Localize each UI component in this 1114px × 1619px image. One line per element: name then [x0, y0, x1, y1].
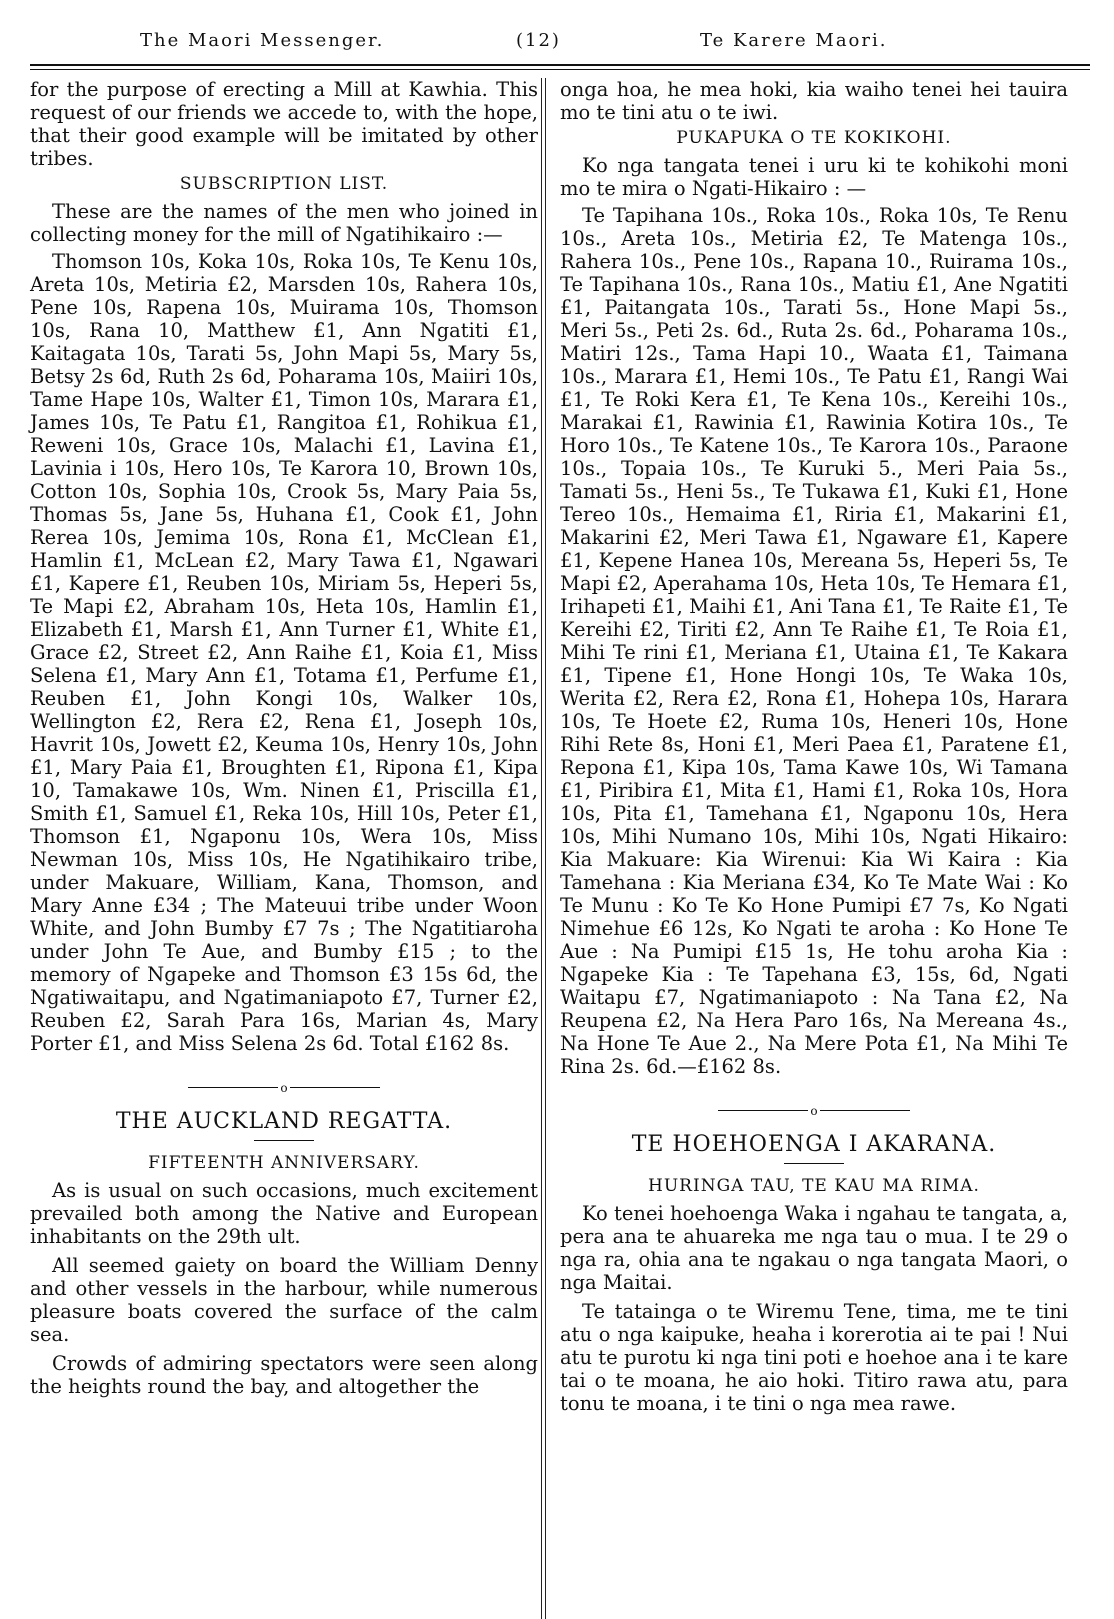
header-rule-bottom — [30, 69, 1090, 70]
kokikohi-list-body: Te Tapihana 10s., Roka 10s., Roka 10s, Te Renu 10s., Areta 10s., Metiria £2, Te Matenga 10s., Rahera 10s., Pene 10s., Rapana 10., Ruirama 10s., Te Tapihana 10s., Rana 10s., Matiu £1, Ane Ngatiti £1, Paitangata 10s., Tarati 5s., Hone Mapi 5s., Meri 5s., Peti 2s. 6d., Ruta 2s. 6d., Poharama 10s., Matiri 12s., Tama Hapi 10., Waata £1, Taimana 10s., Marara £1, Hemi 10s., Te Patu £1, Rangi Wai £1, Te Roki Kera £1, Te Kena 10s., Kereihi 10s., Marakai £1, Rawinia £1, Rawinia Kotira 10s., Te Horo 10s., Te Katene 10s., Te Karora 10s., Paraone 10s., Topaia 10s., Te Kuruki 5., Meri Paia 5s., Tamati 5s., Heni 5s., Te Tukawa £1, Kuki £1, Hone Tereo 10s., Hemaima £1, Riria £1, Makarini £1, Makarini £2, Meri Tawa £1, Ngaware £1, Kapere £1, Kepene Hanea 10s, Mereana 5s, Heperi 5s, Te Mapi £2, Aperahama 10s, Heta 10s, Te Hemara £1, Irihapeti £1, Maihi £1, Ani Tana £1, Te Raite £1, Te Kereihi £2, Tiriti £2, Ann Te Raihe £1, Te Roia £1, Mihi Te rini £1, Meriana £1, Utaina £1, Te Kakara £1, Tipene £1, Hone Hongi 10s, Te Waka 10s, Werita £2, Rera £2, Rona £1, Hohepa 10s, Harara 10s, Te Hoete £2, Ruma 10s, Heneri 10s, Hone Rihi Rete 8s, Honi £1, Meri Paea £1, Paratene £1, Repona £1, Kipa 10s, Tama Kawe 10s, Wi Tamana £1, Piribira £1, Mita £1, Hami £1, Roka 10s, Hora 10s, Pita £1, Tamehana £1, Ngaponu 10s, Hera 10s, Mihi Numano 10s, Mihi 10s, Ngati Hikairo: Kia Makuare: Kia Wirenui: Kia Wi Kaira : Kia Tamehana : Kia Meriana £34, Ko Te Mate Wai : Ko Te Munu : Ko Te Ko Hone Pumipi £7 7s, Ko Ngati Nimehue £6 12s, Ko Ngati te aroha : Ko Hone Te Aue : Na Pumipi £15 1s, He tohu aroha Kia : Ngapeke Kia : Te Tapehana £3, 15s, 6d, Ngati Waitapu £7, Ngatimaniapoto : Na Tana £2, Na Reupena £2, Na Hera Paro 16s, Na Mereana 4s., Na Hone Te Aue 2., Na Mere Pota £1, Na Mihi Te Rina 2s. 6d.—£162 8s. — [560, 204, 1068, 1078]
hoehoenga-title: TE HOEHOENGA I AKARANA. — [631, 1132, 997, 1157]
regatta-paragraph-1: As is usual on such occasions, much excitement prevailed both among the Native and European inhabitants on the 29th ult. — [30, 1179, 538, 1248]
title-rule — [784, 1163, 844, 1164]
subscription-list-intro: These are the names of the men who joined in collecting money for the mill of Ngatihikairo :— — [30, 200, 538, 246]
maori-column — [560, 78, 1068, 1415]
regatta-paragraph-3: Crowds of admiring spectators were seen along the heights round the bay, and altogether the — [30, 1352, 538, 1398]
masthead-english: The Maori Messenger. — [140, 30, 385, 51]
page-number: (12) — [516, 30, 561, 51]
regatta-title: THE AUCKLAND REGATTA. — [115, 1109, 453, 1134]
title-rule — [254, 1140, 314, 1141]
subscription-list-heading: SUBSCRIPTION LIST. — [179, 174, 389, 194]
kokikohi-list-heading: PUKAPUKA O TE KOKIKOHI. — [676, 128, 952, 148]
kokikohi-list-intro: Ko nga tangata tenei i uru ki te kohikohi moni mo te mira o Ngati-Hikairo : — — [560, 154, 1068, 200]
masthead-maori: Te Karere Maori. — [700, 30, 888, 51]
regatta-subtitle: FIFTEENTH ANNIVERSARY. — [148, 1153, 420, 1173]
page-header — [0, 0, 1114, 66]
column-divider — [541, 78, 546, 1619]
hoehoenga-paragraph-2: Te tatainga o te Wiremu Tene, tima, me te tini atu o nga kaipuke, heaha i korerotia ai te pai ! Nui atu te purotu ki nga tini poti e hoehoe ana i te kare tai o te moana, he aio hoki. Titiro rawa atu, para tonu te moana, i te tini o nga mea rawe. — [560, 1300, 1068, 1415]
header-rule-top — [30, 64, 1090, 66]
english-column — [30, 78, 538, 1398]
english-intro: for the purpose of erecting a Mill at Kawhia. This request of our friends we accede to, with the hope, that their good example will be imitated by other tribes. — [30, 78, 538, 170]
subscription-list-body: Thomson 10s, Koka 10s, Roka 10s, Te Kenu 10s, Areta 10s, Metiria £2, Marsden 10s, Rahera 10s, Pene 10s, Rapena 10s, Muirama 10s, Thomson 10s, Rana 10, Matthew £1, Ann Ngatiti £1, Kaitagata 10s, Tarati 5s, John Mapi 5s, Mary 5s, Betsy 2s 6d, Ruth 2s 6d, Poharama 10s, Maiiri 10s, Tame Hape 10s, Walter £1, Timon 10s, Marara £1, James 10s, Te Patu £1, Rangitoa £1, Rohikua £1, Reweni 10s, Grace 10s, Malachi £1, Lavina £1, Lavinia i 10s, Hero 10s, Te Karora 10, Brown 10s, Cotton 10s, Sophia 10s, Crook 5s, Mary Paia 5s, Thomas 5s, Jane 5s, Huhana £1, Cook £1, John Rerea 10s, Jemima 10s, Rona £1, McClean £1, Hamlin £1, McLean £2, Mary Tawa £1, Ngawari £1, Kapere £1, Reuben 10s, Miriam 5s, Heperi 5s, Te Mapi £2, Abraham 10s, Heta 10s, Hamlin £1, Elizabeth £1, Marsh £1, Ann Turner £1, White £1, Grace £2, Street £2, Ann Raihe £1, Koia £1, Miss Selena £1, Mary Ann £1, Totama £1, Perfume £1, Reuben £1, John Kongi 10s, Walker 10s, Wellington £2, Rera £2, Rena £1, Joseph 10s, Havrit 10s, Jowett £2, Keuma 10s, Henry 10s, John £1, Mary Paia £1, Broughten £1, Ripona £1, Kipa 10, Tamakawe 10s, Wm. Ninen £1, Priscilla £1, Smith £1, Samuel £1, Reka 10s, Hill 10s, Peter £1, Thomson £1, Ngaponu 10s, Wera 10s, Miss Newman 10s, Miss 10s, He Ngatihikairo tribe, under Makuare, William, Kana, Thomson, and Mary Anne £34 ; The Mateuui tribe under Woon White, and John Bumby £7 7s ; The Ngatitiaroha under John Te Aue, and Bumby £15 ; to the memory of Ngapeke and Thomson £3 15s 6d, the Ngatiwaitapu, and Ngatimaniapoto £7, Turner £2, Reuben £2, Sarah Para 16s, Marian 4s, Mary Porter £1, and Miss Selena 2s 6d. Total £162 8s. — [30, 250, 538, 1055]
hoehoenga-subtitle: HURINGA TAU, TE KAU MA RIMA. — [648, 1176, 980, 1196]
regatta-paragraph-2: All seemed gaiety on board the William Denny and other vessels in the harbour, while numerous pleasure boats covered the surface of the calm sea. — [30, 1254, 538, 1346]
maori-intro: onga hoa, he mea hoki, kia waiho tenei hei tauira mo te tini atu o te iwi. — [560, 78, 1068, 124]
section-ornament: o — [560, 1100, 1068, 1114]
section-ornament: o — [30, 1077, 538, 1091]
hoehoenga-paragraph-1: Ko tenei hoehoenga Waka i ngahau te tangata, a, pera ana te ahuareka me nga tau o mua. I te 29 o nga ra, ohia ana te ngakau o nga tangata Maori, o nga Maitai. — [560, 1202, 1068, 1294]
